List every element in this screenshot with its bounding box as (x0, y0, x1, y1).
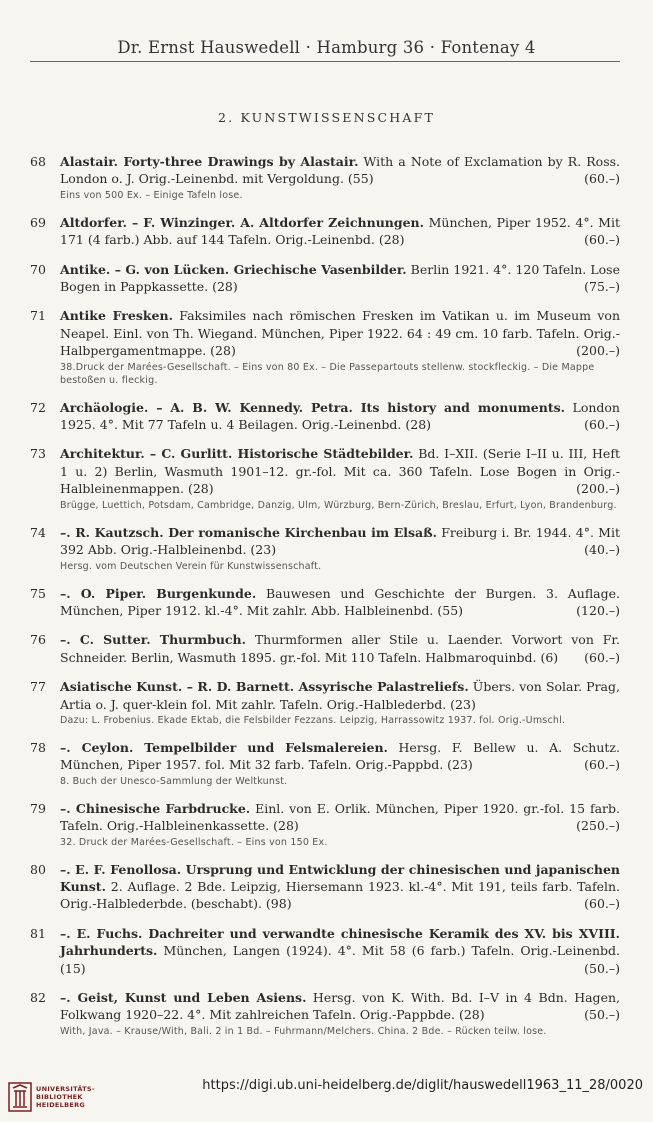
catalog-entry (30, 214, 620, 249)
logo-text-line-1: UNIVERSITÄTS- (36, 1085, 95, 1093)
entry-description: Freiburg i. Br. 1944. 4°. Mit 392 Abb. Orig.-Halbleinenbd. (23) (60, 524, 620, 558)
entry-number: 68 (30, 154, 46, 169)
entry-number: 80 (30, 861, 46, 877)
entry-note: 32. Druck der Marées-Gesellschaft. – Eins von 150 Ex. (60, 836, 328, 848)
library-logo (8, 1082, 98, 1116)
entry-note: Eins von 500 Ex. – Einige Tafeln lose. (60, 189, 243, 201)
entry-description: Übers. von Solar. Prag, Artia o. J. quer-klein fol. Mit zahlr. Tafeln. Orig.-Halblederbd. (23) (60, 679, 620, 712)
catalog-entry (30, 800, 620, 849)
catalog-entry (30, 678, 620, 727)
catalog-entry (30, 445, 620, 511)
entry-price: (50.–) (584, 960, 620, 976)
entry-description: Hersg. F. Bellew u. A. Schutz. München, Piper 1957. fol. Mit 32 farb. Tafeln. Orig.-Pappbd. (23) (60, 739, 620, 773)
entry-price: (250.–) (576, 818, 620, 834)
source-url-link[interactable]: https://digi.ub.uni-heidelberg.de/diglit/hauswedell1963_11_28/0020 (202, 1078, 643, 1093)
entry-title: Antike. – G. von Lücken. Griechische Vasenbilder. (60, 261, 407, 277)
entry-title: –. E. Fuchs. Dachreiter und verwandte chinesische Keramik des XV. bis XVIII. Jahrhunderts. (60, 925, 620, 959)
catalog-entry (30, 925, 620, 977)
entry-description: Berlin 1921. 4°. 120 Tafeln. Lose Bogen in Pappkassette. (28) (60, 261, 620, 295)
catalog-entry (30, 524, 620, 573)
page-header: Dr. Ernst Hauswedell · Hamburg 36 · Fontenay 4 (117, 38, 536, 57)
entry-price: (200.–) (576, 343, 620, 359)
entry-title: –. E. F. Fenollosa. Ursprung und Entwicklung der chinesischen und japanischen Kunst. (60, 861, 620, 894)
entry-number: 72 (30, 399, 46, 415)
library-logo-icon (8, 1082, 32, 1112)
entry-title: Alastair. Forty-three Drawings by Alastair. (60, 154, 359, 169)
entry-description: Bd. I–XII. (Serie I–II u. III, Heft 1 u. 2) Berlin, Wasmuth 1901–12. gr.-fol. Mit ca. 360 Tafeln. Lose Bogen in Orig.-Halbleinenmappen. (28) (60, 446, 620, 497)
entry-description: Bauwesen und Geschichte der Burgen. 3. Auflage. München, Piper 1912. kl.-4°. Mit zahlr. Abb. Halbleinenbd. (55) (60, 585, 620, 618)
entry-note: 38.Druck der Marées-Gesellschaft. – Eins von 80 Ex. – Die Passepartouts stellenw. stockfleckig. – Die Mappe bestoßen u. fleckig. (60, 361, 595, 386)
entry-note: With, Java. – Krause/With, Bali. 2 in 1 Bd. – Fuhrmann/Melchers. China. 2 Bde. – Rücken teilw. lose. (60, 1025, 547, 1037)
logo-text-line-2: BIBLIOTHEK (36, 1093, 83, 1101)
catalog-entry (30, 585, 620, 620)
catalog-entries (30, 153, 620, 1050)
section-title: 2. KUNSTWISSENSCHAFT (218, 110, 435, 125)
catalog-entry (30, 261, 620, 296)
entry-description: With a Note of Exclamation by R. Ross. London o. J. Orig.-Leinenbd. mit Vergoldung. (55) (60, 154, 620, 187)
entry-description: Einl. von E. Orlik. München, Piper 1920. gr.-fol. 15 farb. Tafeln. Orig.-Halbleinenkassette. (28) (60, 800, 620, 834)
entry-number: 69 (30, 214, 46, 230)
entry-title: Antike Fresken. (60, 308, 173, 324)
entry-price: (50.–) (584, 1007, 620, 1023)
entry-price: (40.–) (584, 542, 620, 558)
entry-price: (60.–) (584, 171, 620, 187)
entry-price: (75.–) (584, 279, 620, 295)
entry-title: –. Ceylon. Tempelbilder und Felsmalereien. (60, 739, 388, 755)
entry-title: Architektur. – C. Gurlitt. Historische Städtebilder. (60, 446, 414, 462)
entry-description: 2. Auflage. 2 Bde. Leipzig, Hiersemann 1923. kl.-4°. Mit 191, teils farb. Tafeln. Orig.-Halblederbde. (beschabt). (98) (60, 878, 620, 912)
entry-note: Brügge, Luettich, Potsdam, Cambridge, Danzig, Ulm, Würzburg, Bern-Zürich, Breslau, Erfurt, Lyon, Brandenburg. (60, 499, 617, 511)
entry-number: 74 (30, 524, 46, 540)
entry-title: Altdorfer. – F. Winzinger. A. Altdorfer Zeichnungen. (60, 214, 424, 230)
entry-title: Asiatische Kunst. – R. D. Barnett. Assyrische Palastreliefs. (60, 679, 469, 695)
entry-price: (60.–) (584, 757, 620, 773)
entry-number: 79 (30, 800, 46, 816)
catalog-entry (30, 739, 620, 788)
entry-price: (60.–) (584, 232, 620, 248)
entry-price: (60.–) (584, 417, 620, 433)
entry-number: 76 (30, 632, 46, 648)
entry-number: 77 (30, 679, 46, 695)
entry-price: (60.–) (584, 896, 620, 912)
entry-number: 75 (30, 585, 46, 601)
entry-description: Faksimiles nach römischen Fresken im Vatikan u. im Museum von Neapel. Einl. von Th. Wiegand. München, Piper 1922. 64 : 49 cm. 10 farb. Tafeln. Orig.-Halbpergamentmappe. (28) (60, 308, 620, 359)
catalog-entry (30, 631, 620, 666)
entry-description: Thurmformen aller Stile u. Laender. Vorwort von Fr. Schneider. Berlin, Wasmuth 1895. gr.-fol. Mit 110 Tafeln. Halbmaroquinbd. (6) (60, 632, 620, 665)
entry-description: München, Langen (1924). 4°. Mit 58 (6 farb.) Tafeln. Orig.-Leinenbd. (15) (60, 943, 620, 976)
entry-title: Archäologie. – A. B. W. Kennedy. Petra. Its history and monuments. (60, 399, 565, 415)
catalog-entry (30, 307, 620, 386)
entry-title: –. Chinesische Farbdrucke. (60, 800, 251, 816)
entry-note: Dazu: L. Frobenius. Ekade Ektab, die Felsbilder Fezzans. Leipzig, Harrassowitz 1937. fol. Orig.-Umschl. (60, 714, 566, 726)
entry-title: –. C. Sutter. Thurmbuch. (60, 632, 246, 648)
entry-number: 71 (30, 308, 46, 324)
catalog-entry (30, 399, 620, 434)
entry-price: (200.–) (576, 481, 620, 497)
entry-title: –. R. Kautzsch. Der romanische Kirchenbau im Elsaß. (60, 524, 437, 540)
entry-description: Hersg. von K. With. Bd. I–V in 4 Bdn. Hagen, Folkwang 1920–22. 4°. Mit zahlreichen Tafeln. Orig.-Pappbde. (28) (60, 990, 620, 1023)
catalog-entry (30, 861, 620, 913)
entry-price: (120.–) (576, 602, 620, 618)
entry-title: –. O. Piper. Burgenkunde. (60, 585, 257, 601)
entry-number: 73 (30, 446, 46, 462)
entry-price: (60.–) (584, 649, 620, 665)
entry-number: 81 (30, 925, 46, 941)
entry-description: London 1925. 4°. Mit 77 Tafeln u. 4 Beilagen. Orig.-Leinenbd. (28) (60, 399, 620, 433)
entry-note: Hersg. vom Deutschen Verein für Kunstwissenschaft. (60, 560, 322, 572)
entry-note: 8. Buch der Unesco-Sammlung der Weltkunst. (60, 775, 288, 787)
entry-number: 82 (30, 990, 46, 1005)
catalog-entry (30, 153, 620, 202)
header-rule (30, 61, 620, 62)
entry-number: 70 (30, 261, 46, 277)
catalog-entry (30, 989, 620, 1038)
entry-number: 78 (30, 739, 46, 755)
entry-title: –. Geist, Kunst und Leben Asiens. (60, 990, 307, 1005)
entry-description: München, Piper 1952. 4°. Mit 171 (4 farb.) Abb. auf 144 Tafeln. Orig.-Leinenbd. (28) (60, 214, 620, 248)
logo-text-line-3: HEIDELBERG (36, 1101, 86, 1109)
